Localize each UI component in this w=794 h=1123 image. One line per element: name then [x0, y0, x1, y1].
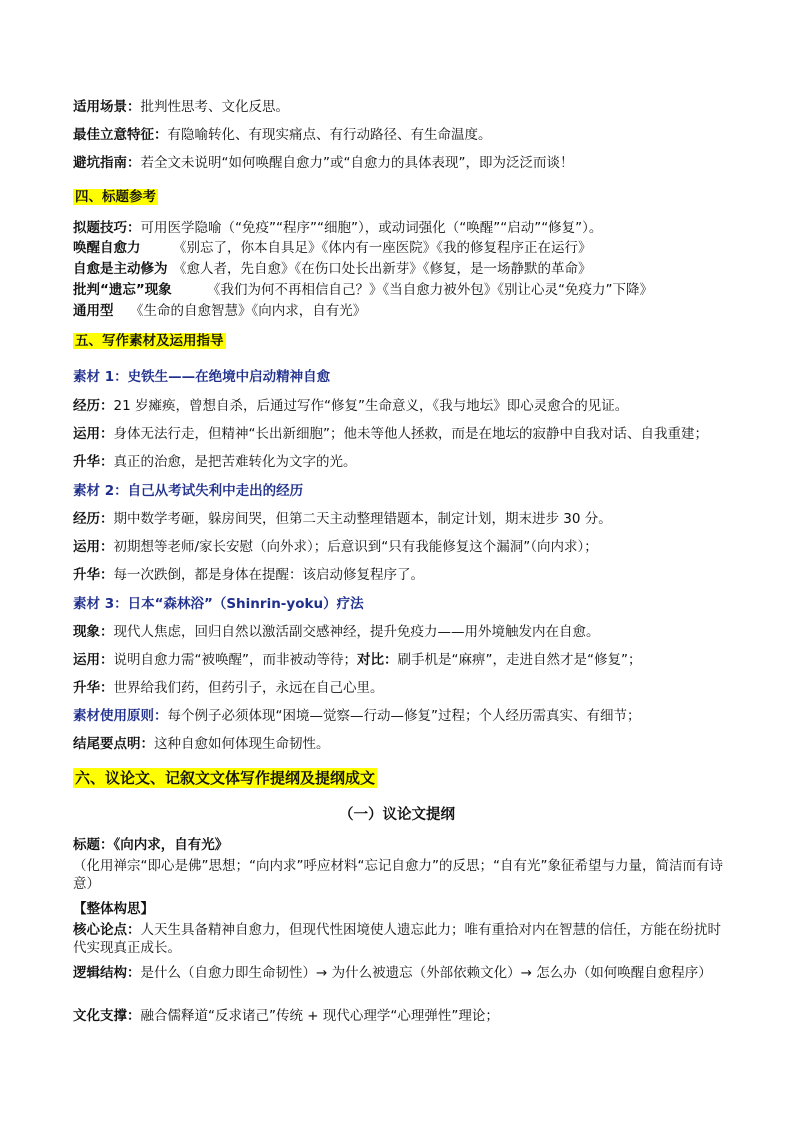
use-label: 运用： — [73, 652, 114, 668]
contrast-label: 对比： — [357, 652, 398, 668]
ending-text: 这种自愈如何体现生命韧性。 — [154, 736, 330, 752]
uplift-label: 升华： — [73, 567, 114, 583]
core-argument — [73, 921, 734, 957]
section5-heading-line — [73, 332, 734, 350]
material1-use — [73, 425, 734, 443]
ending-label: 结尾要点明： — [73, 736, 154, 752]
title-row-text: 《我们为何不再相信自己？》《当自愈力被外包》《别让心灵“免疫力”下降》 — [207, 282, 653, 298]
logic-label: 逻辑结构： — [73, 965, 141, 981]
section5-heading: 五、写作素材及运用指导 — [75, 333, 224, 349]
principle-label: 素材使用原则： — [73, 708, 168, 724]
scene-text: 批判性思考、文化反思。 — [140, 99, 289, 115]
uplift-label: 升华： — [73, 680, 114, 696]
title-row-label: 自愈是主动修为 — [73, 261, 168, 277]
title-row-text: 《生命的自愈智慧》《向内求，自有光》 — [130, 303, 367, 319]
experience-label: 经历： — [73, 511, 114, 527]
uplift-text: 真正的治愈，是把苦难转化为文字的光。 — [113, 454, 357, 470]
experience-label: 经历： — [73, 398, 114, 414]
title-row — [73, 239, 734, 257]
scene-line — [73, 98, 734, 116]
experience-text: 21 岁瘫痪，曾想自杀，后通过写作“修复”生命意义，《我与地坛》即心灵愈合的见证。 — [113, 398, 629, 414]
material3-uplift — [73, 679, 734, 697]
use-text: 身体无法行走，但精神“长出新细胞”；他未等他人拯救，而是在地坛的寂静中自我对话、自我重建； — [113, 426, 708, 442]
culture-text: 融合儒释道“反求诸己”传统 + 现代心理学“心理弹性”理论； — [140, 1008, 499, 1024]
use-label: 运用： — [73, 539, 114, 555]
ending-line — [73, 735, 734, 753]
scene-label: 适用场景： — [73, 99, 141, 115]
title-row — [73, 281, 734, 299]
section6-heading: 六、议论文、记叙文文体写作提纲及提纲成文 — [75, 769, 376, 787]
principle-line — [73, 707, 734, 725]
material3-phenomenon — [73, 623, 734, 641]
best-line — [73, 126, 734, 144]
section6-heading-line — [73, 769, 734, 788]
use-text: 初期想等老师/家长安慰（向外求）；后意识到“只有我能修复这个漏洞”（向内求）； — [113, 539, 598, 555]
avoid-line — [73, 154, 734, 172]
material3-use — [73, 651, 734, 669]
title-row-label: 唤醒自愈力 — [73, 240, 141, 256]
material2-uplift — [73, 566, 734, 584]
tip-line — [73, 219, 734, 237]
avoid-text: 若全文未说明“如何唤醒自愈力”或“自愈力的具体表现”，即为泛泛而谈！ — [140, 155, 574, 171]
best-label: 最佳立意特征： — [73, 127, 168, 143]
title-row-label: 通用型 — [73, 303, 114, 319]
experience-text: 期中数学考砸，躲房间哭，但第二天主动整理错题本，制定计划，期末进步 30 分。 — [113, 511, 612, 527]
structure-heading: 【整体构思】 — [73, 901, 154, 917]
title-row — [73, 302, 734, 320]
best-text: 有隐喻转化、有现实痛点、有行动路径、有生命温度。 — [167, 127, 492, 143]
uplift-text: 每一次跌倒，都是身体在提醒：该启动修复程序了。 — [113, 567, 424, 583]
title-row-text: 《愈人者，先自愈》《在伤口处长出新芽》《修复，是一场静默的革命》 — [173, 261, 592, 277]
title-row-text: 《别忘了，你本自具足》《体内有一座医院》《我的修复程序正在运行》 — [173, 240, 592, 256]
material1-uplift — [73, 453, 734, 471]
core-label: 核心论点： — [73, 922, 141, 938]
material2-experience — [73, 510, 734, 528]
phenomenon-label: 现象： — [73, 624, 114, 640]
use-label: 运用： — [73, 426, 114, 442]
tip-label: 拟题技巧： — [73, 220, 141, 236]
subsection-title: （一）议论文提纲 — [339, 807, 455, 823]
culture-label: 文化支撑： — [73, 1008, 141, 1024]
principle-text: 每个例子必须体现“困境—觉察—行动—修复”过程；个人经历需真实、有细节； — [167, 708, 641, 724]
section4-heading: 四、标题参考 — [75, 189, 156, 205]
material3-title: 素材 3：日本“森林浴”（Shinrin-yoku）疗法 — [73, 596, 364, 612]
title-row-label: 批判“遗忘”现象 — [73, 282, 172, 298]
tip-text: 可用医学隐喻（“免疫”“程序”“细胞”），或动词强化（“唤醒”“启动”“修复”）。 — [140, 220, 603, 236]
culture-support — [73, 1007, 734, 1025]
title-row — [73, 260, 734, 278]
uplift-text: 世界给我们药，但药引子，永远在自己心里。 — [113, 680, 384, 696]
section4-heading-line — [73, 188, 734, 206]
title-note: （化用禅宗“即心是佛”思想；“向内求”呼应材料“忘记自愈力”的反思；“自有光”象征希望与力量，简洁而有诗意） — [73, 858, 723, 892]
logic-text: 是什么（自愈力即生命韧性）→ 为什么被遗忘（外部依赖文化）→ 怎么办（如何唤醒自愈程序） — [140, 965, 712, 981]
uplift-label: 升华： — [73, 454, 114, 470]
avoid-label: 避坑指南： — [73, 155, 141, 171]
use-text: 说明自愈力需“被唤醒”，而非被动等待； — [113, 652, 357, 668]
logic-structure — [73, 964, 734, 982]
essay-title: 标题：《向内求，自有光》 — [73, 837, 229, 853]
core-text: 人天生具备精神自愈力，但现代性困境使人遗忘此力；唯有重拾对内在智慧的信任，方能在纷扰时代实现真正成长。 — [73, 922, 721, 956]
phenomenon-text: 现代人焦虑，回归自然以激活副交感神经，提升免疫力——用外境触发内在自愈。 — [113, 624, 600, 640]
material2-use — [73, 538, 734, 556]
material1-experience — [73, 397, 734, 415]
material2-title: 素材 2：自己从考试失利中走出的经历 — [73, 483, 304, 499]
contrast-text: 刷手机是“麻痹”，走进自然才是“修复”； — [397, 652, 642, 668]
material1-title: 素材 1：史铁生——在绝境中启动精神自愈 — [73, 369, 331, 385]
